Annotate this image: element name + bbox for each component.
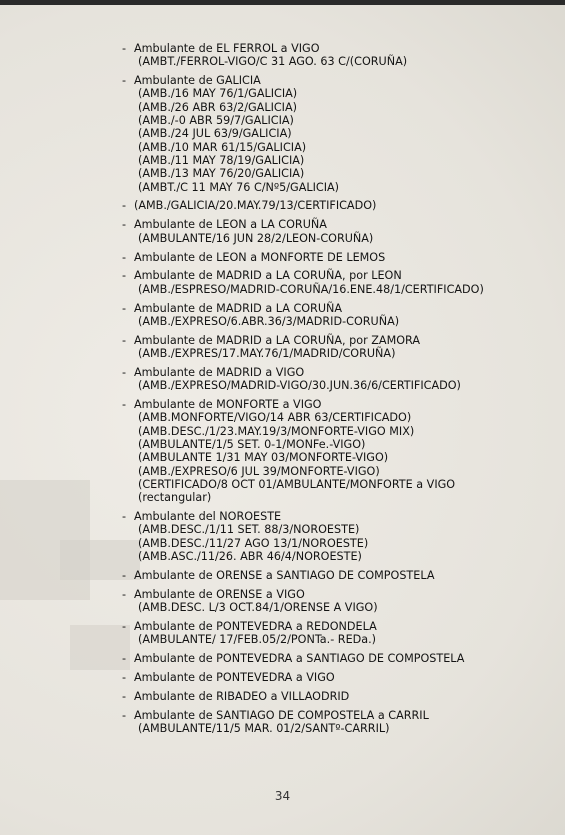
bullet-dash: - xyxy=(122,568,127,582)
scan-top-edge xyxy=(0,0,565,5)
list-item xyxy=(122,510,517,563)
list-item xyxy=(122,74,517,194)
route-title: Ambulante de RIBADEO a VILLAODRID xyxy=(134,689,350,703)
list-item xyxy=(122,302,517,329)
postmark-text: (AMB.DESC./1/11 SET. 88/3/NOROESTE) xyxy=(138,523,360,537)
route-title: Ambulante de PONTEVEDRA a REDONDELA xyxy=(134,620,377,633)
postmark-text: (AMB./ESPRESO/MADRID-CORUÑA/16.ENE.48/1/CERTIFICADO) xyxy=(138,282,484,296)
list-item xyxy=(122,398,517,504)
postmark-text: (AMB./24 JUL 63/9/GALICIA) xyxy=(138,127,292,141)
route-title: Ambulante de SANTIAGO DE COMPOSTELA a CARRIL xyxy=(134,708,429,722)
bullet-dash: - xyxy=(122,250,127,264)
postmark-text: (AMB./13 MAY 76/20/GALICIA) xyxy=(138,167,305,181)
route-title: Ambulante de ORENSE a SANTIAGO DE COMPOSTELA xyxy=(134,568,435,582)
list-item xyxy=(122,709,517,736)
list-item xyxy=(122,334,517,361)
route-title: Ambulante de MONFORTE a VIGO xyxy=(134,398,322,412)
list-item xyxy=(122,588,517,615)
bullet-dash: - xyxy=(122,708,127,722)
bullet-dash: - xyxy=(122,269,127,283)
postmark-text: (AMB./-0 ABR 59/7/GALICIA) xyxy=(138,114,294,128)
list-item xyxy=(122,690,517,703)
route-title: (AMB./GALICIA/20.MAY.79/13/CERTIFICADO) xyxy=(134,199,377,213)
postmark-text: (AMB./EXPRES/17.MAY.76/1/MADRID/CORUÑA) xyxy=(138,347,396,361)
postmark-text: (AMB./10 MAR 61/15/GALICIA) xyxy=(138,140,307,154)
postmark-text: (AMBT./C 11 MAY 76 C/Nº5/GALICIA) xyxy=(138,180,340,194)
route-title: Ambulante de MADRID a LA CORUÑA xyxy=(134,301,343,315)
postmark-text: (AMB.MONFORTE/VIGO/14 ABR 63/CERTIFICADO) xyxy=(138,411,412,425)
bullet-dash: - xyxy=(122,333,127,347)
bullet-dash: - xyxy=(122,671,127,685)
bullet-dash: - xyxy=(122,218,127,232)
list-item xyxy=(122,199,517,212)
postmark-text: (AMBULANTE/ 17/FEB.05/2/PONTa.- REDa.) xyxy=(138,633,377,647)
postmark-text: (AMB.DESC./11/27 AGO 13/1/NOROESTE) xyxy=(138,536,369,550)
bullet-dash: - xyxy=(122,42,127,55)
bullet-dash: - xyxy=(122,74,127,88)
bleed-through-stamp xyxy=(70,625,130,670)
route-title: Ambulante de LEON a LA CORUÑA xyxy=(134,218,327,232)
list-item xyxy=(122,218,517,245)
postmark-text: (AMB./11 MAY 78/19/GALICIA) xyxy=(138,153,305,167)
postmark-text: (AMBULANTE 1/31 MAY 03/MONFORTE-VIGO) xyxy=(138,451,389,465)
route-title: Ambulante de MADRID a LA CORUÑA, por LEON xyxy=(134,269,402,283)
list-item xyxy=(122,269,517,296)
postmark-text: (AMB./26 ABR 63/2/GALICIA) xyxy=(138,100,297,114)
postmark-text: (AMBULANTE/16 JUN 28/2/LEON-CORUÑA) xyxy=(138,231,374,245)
postmark-text: (AMB.DESC. L/3 OCT.84/1/ORENSE A VIGO) xyxy=(138,601,378,615)
postmark-text: (AMB.ASC./11/26. ABR 46/4/NOROESTE) xyxy=(138,550,362,564)
list-item xyxy=(122,620,517,647)
postmark-text: (AMB./EXPRESO/6 JUL 39/MONFORTE-VIGO) xyxy=(138,464,380,478)
route-title: Ambulante de MADRID a LA CORUÑA, por ZAMORA xyxy=(134,333,421,347)
postmark-text: (AMB./EXPRESO/6.ABR.36/3/MADRID-CORUÑA) xyxy=(138,314,400,328)
bullet-dash: - xyxy=(122,689,127,703)
list-item xyxy=(122,569,517,582)
bullet-dash: - xyxy=(122,301,127,315)
route-title: Ambulante de LEON a MONFORTE DE LEMOS xyxy=(134,250,386,264)
list-item xyxy=(122,671,517,684)
postmark-text: (CERTIFICADO/8 OCT 01/AMBULANTE/MONFORTE a VIGO (rectangular) xyxy=(138,477,456,505)
bullet-dash: - xyxy=(122,587,127,601)
bullet-dash: - xyxy=(122,652,127,666)
postmark-list xyxy=(122,42,517,741)
list-item xyxy=(122,42,517,69)
postmark-text: (AMB.DESC./1/23.MAY.19/3/MONFORTE-VIGO MIX) xyxy=(138,424,415,438)
list-item xyxy=(122,251,517,264)
list-item xyxy=(122,652,517,665)
route-title: Ambulante de GALICIA xyxy=(134,74,261,88)
route-title: Ambulante de PONTEVEDRA a VIGO xyxy=(134,671,335,685)
postmark-text: (AMB./EXPRESO/MADRID-VIGO/30.JUN.36/6/CERTIFICADO) xyxy=(138,379,461,393)
postmark-text: (AMBT./FERROL-VIGO/C 31 AGO. 63 C/(CORUÑA) xyxy=(138,55,408,69)
bullet-dash: - xyxy=(122,365,127,379)
route-title: Ambulante del NOROESTE xyxy=(134,510,282,524)
route-title: Ambulante de EL FERROL a VIGO xyxy=(134,42,320,55)
route-title: Ambulante de MADRID a VIGO xyxy=(134,365,305,379)
list-item xyxy=(122,366,517,393)
postmark-text: (AMBULANTE/1/5 SET. 0-1/MONFe.-VIGO) xyxy=(138,438,366,452)
bullet-dash: - xyxy=(122,398,127,412)
route-title: Ambulante de ORENSE a VIGO xyxy=(134,587,305,601)
route-title: Ambulante de PONTEVEDRA a SANTIAGO DE COMPOSTELA xyxy=(134,652,465,666)
postmark-text: (AMBULANTE/11/5 MAR. 01/2/SANTº-CARRIL) xyxy=(138,722,390,736)
postmark-text: (AMB./16 MAY 76/1/GALICIA) xyxy=(138,87,298,101)
page-number: 34 xyxy=(274,789,291,803)
bullet-dash: - xyxy=(122,199,127,213)
bullet-dash: - xyxy=(122,620,127,633)
bullet-dash: - xyxy=(122,510,127,524)
